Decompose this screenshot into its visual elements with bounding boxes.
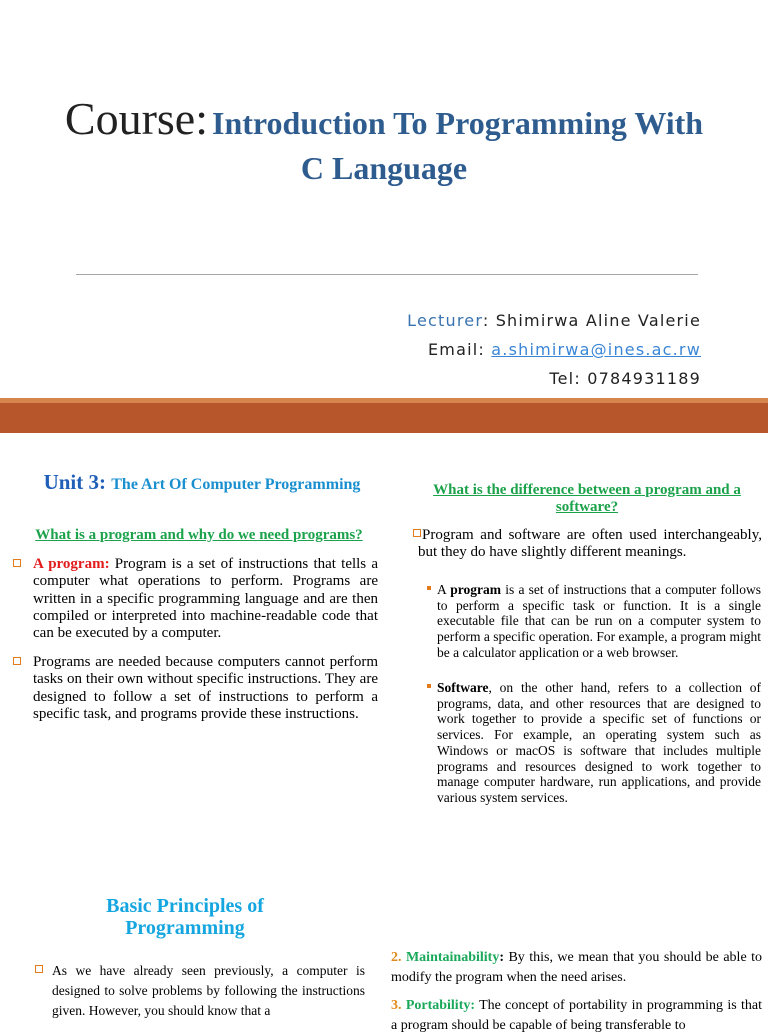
principles-title: Basic Principles of Programming [106,895,264,939]
bullet-text: Program and software are often used interchangeably, but they do have slightly different meanings. [418,527,762,561]
term-bold: Software [437,680,489,695]
item-label: Maintainability [405,950,500,965]
item-number: 2. [391,950,402,965]
list-item [418,527,762,562]
sub-text: is a set of instructions that a computer follows to perform a specific task or function. It is a single executable file that can be run on a computer system to perform a specific operation. For example, a program might be a calculator application or a web browser. [437,582,761,660]
lecturer-line [407,311,701,330]
sub-text: , on the other hand, refers to a collection of programs, data, and other resources that are designed to work together to provide a specific set of functions or services. For example, an operating system such as Windows or macOS is software that includes multiple programs and resources designed to work together to manage computer hardware, run applications, and provide various system services. [437,680,761,805]
unit-heading [14,470,390,495]
left-question: What is a program and why do we need programs? [35,527,363,543]
email-label: Email: [428,340,492,359]
email-link[interactable]: a.shimirwa@ines.ac.rw [491,340,701,359]
item-text: By this, we mean that you should be able to modify the program when the need arises. [391,950,763,985]
square-bullet-icon [13,559,21,567]
numbered-item [391,948,762,988]
bullet-text: Program is a set of instructions that tells a computer what operations to perform. Programs are written in a specific programming language and are then compiled or interpreted into machine-readable code that can be executed by a computer. [33,556,379,642]
course-label: Course: [64,93,209,144]
term-bold: program [450,582,501,597]
square-bullet-icon [13,657,21,665]
list-item [33,654,378,723]
slide-band [0,403,768,433]
term-label: A program: [33,556,110,572]
sub-list-item [437,680,761,806]
course-title-block [20,93,748,194]
lecturer-label: Lecturer [407,311,483,330]
bullet-text: As we have already seen previously, a computer is designed to solve problems by following the instructions given. However, you should know that a [52,963,365,1018]
list-item [52,961,365,1021]
course-title-line1: Introduction To Programming With [212,105,704,141]
item-colon: : [499,950,504,965]
right-question: What is the difference between a program and a software? [433,482,741,515]
square-bullet-icon [413,529,421,537]
item-label: Portability: [405,998,476,1013]
list-item [33,556,378,642]
item-text: The concept of portability in programming is that a program should be capable of being transferable to [391,998,762,1033]
unit-label: Unit 3: [43,470,112,494]
dot-bullet-icon [427,586,431,590]
sub-list-item [437,582,761,661]
numbered-item [391,996,762,1036]
square-bullet-icon [35,965,43,973]
bullet-text: Programs are needed because computers cannot perform tasks on their own without specific instructions. They are designed to follow a set of instructions to perform a specific task, and programs provide these instructions. [33,654,378,722]
dot-bullet-icon [427,684,431,688]
sub-text-pre: A [437,582,451,597]
title-divider [76,274,698,275]
lecturer-name: : Shimirwa Aline Valerie [482,311,701,330]
email-line [428,340,701,359]
tel-line: Tel: 0784931189 [549,369,701,388]
course-title-line2: C Language [300,150,468,186]
unit-title: The Art Of Computer Programming [111,476,361,493]
item-number: 3. [391,998,402,1013]
